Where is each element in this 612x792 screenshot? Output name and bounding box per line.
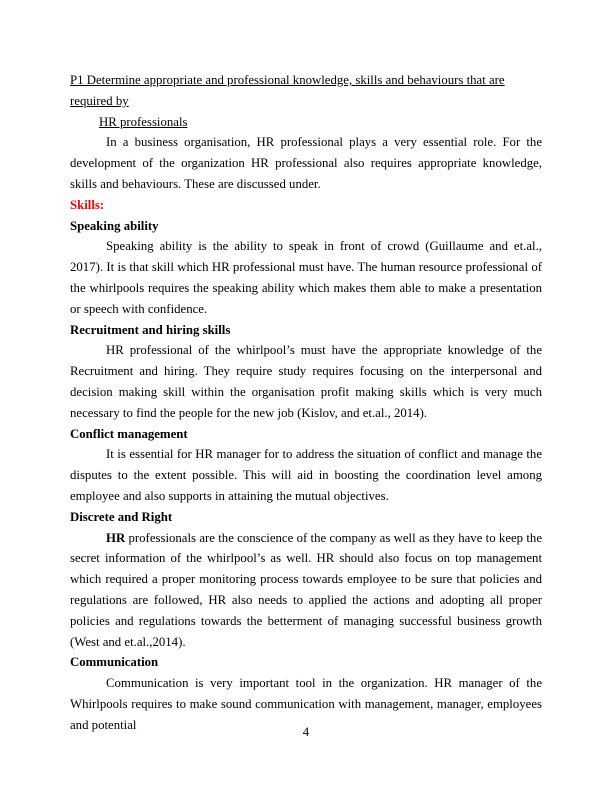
paragraph-body: Communication is very important tool in the organization. HR manager of the Whirlpools requires to make sound communication with management, manager, employees and potential xyxy=(70,676,542,732)
page-number: 4 xyxy=(302,725,310,739)
section-paragraph-recruitment-hiring xyxy=(70,340,542,423)
heading-line-2: HR professionals xyxy=(99,114,188,129)
paragraph-lead-bold-hr: HR xyxy=(106,530,129,545)
section-paragraph-discrete-and-right xyxy=(70,528,542,653)
intro-paragraph: In a business organisation, HR professional plays a very essential role. For the development of the organization HR professional also requires appropriate knowledge, skills and behaviours. These are discussed under. xyxy=(70,135,542,191)
document-content xyxy=(70,70,542,736)
paragraph-body: professionals are the conscience of the company as well as they have to keep the secret information of the whirlpool’s as well. HR should also focus on top management which required a proper monitoring process towards employee to be sure that policies and regulations are followed, HR also needs to applied the actions and adopting all proper policies and regulations towards the betterment of managing successful business growth (West and et.al.,2014). xyxy=(70,530,542,649)
section-paragraph-speaking-ability xyxy=(70,236,542,319)
paragraph-body: HR professional of the whirlpool’s must have the appropriate knowledge of the Recruitment and hiring. They require study requires focusing on the interpersonal and decision making skill within the organisation profit making skills which is very much necessary to find the people for the new job (Kislov, and et.al., 2014). xyxy=(70,343,542,420)
assignment-heading xyxy=(70,70,542,132)
section-paragraph-conflict-management xyxy=(70,444,542,506)
section-heading-discrete-and-right: Discrete and Right xyxy=(70,509,173,524)
heading-line-1: P1 Determine appropriate and professional knowledge, skills and behaviours that are required by xyxy=(70,73,505,108)
section-heading-conflict-management: Conflict management xyxy=(70,426,188,441)
section-heading-speaking-ability: Speaking ability xyxy=(70,218,159,233)
section-heading-communication: Communication xyxy=(70,655,159,670)
paragraph-body: It is essential for HR manager for to address the situation of conflict and manage the disputes to the extent possible. This will aid in boosting the coordination level among employee and also supports in attaining the mutual objectives. xyxy=(70,447,542,503)
section-heading-recruitment-hiring: Recruitment and hiring skills xyxy=(70,322,231,337)
paragraph-body: Speaking ability is the ability to speak in front of crowd (Guillaume and et.al., 2017). It is that skill which HR professional must have. The human resource professional of the whirlpools requires the speaking ability which makes them able to make a presentation or speech with confidence. xyxy=(70,239,542,316)
skills-label: Skills: xyxy=(70,197,105,212)
